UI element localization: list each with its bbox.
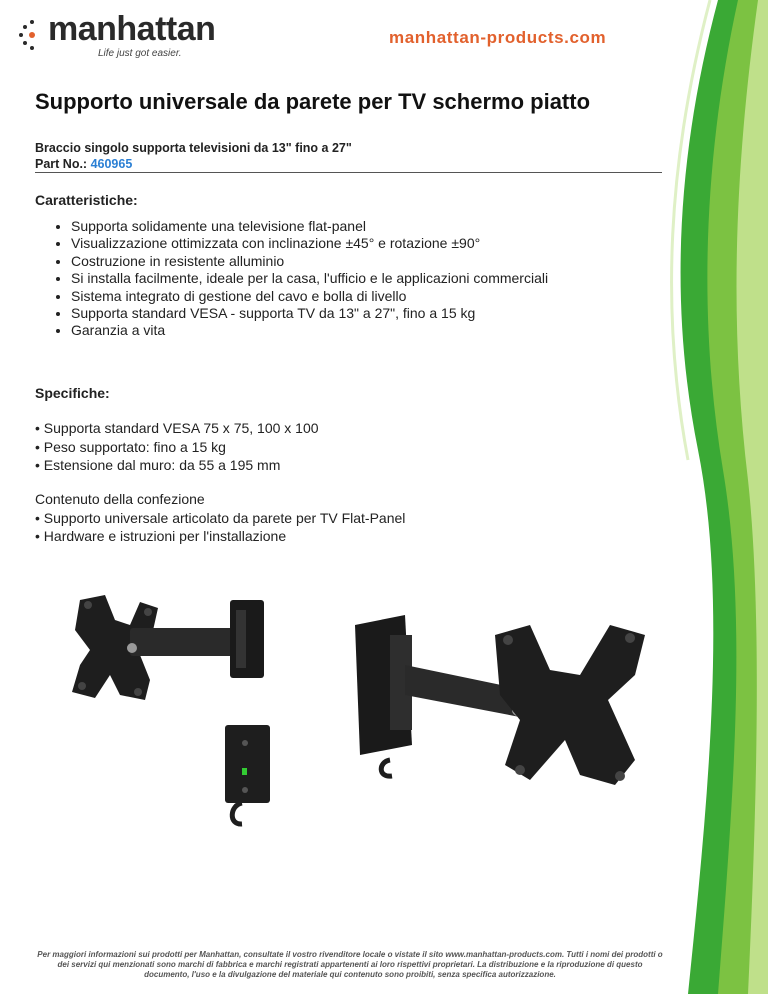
list-item: • Garanzia a vita	[71, 322, 548, 339]
wall-plate-small	[225, 725, 270, 824]
part-number-value: 460965	[90, 157, 133, 171]
features-list	[35, 218, 548, 340]
site-url[interactable]: manhattan-products.com	[389, 28, 607, 47]
wall-bracket-left	[230, 600, 264, 678]
logo-dots-icon	[18, 18, 46, 52]
specs-list	[35, 419, 319, 475]
package-contents	[35, 490, 405, 546]
wall-bracket-right	[355, 615, 412, 776]
list-item: • Supporta standard VESA 75 x 75, 100 x 100	[35, 420, 319, 436]
specs-heading: Specifiche:	[35, 385, 110, 401]
vesa-plate-right	[495, 625, 645, 785]
manhattan-logo	[18, 10, 233, 60]
list-item: • Supporta solidamente una televisione flat-panel	[71, 218, 548, 235]
list-item: • Supporta standard VESA - supporta TV da 13" a 27", fino a 15 kg	[71, 305, 548, 322]
arm-left	[130, 628, 240, 656]
list-item: • Si installa facilmente, ideale per la casa, l'ufficio e le applicazioni commerciali	[71, 270, 548, 287]
list-item: • Hardware e istruzioni per l'installazione	[35, 528, 287, 544]
page-title: Supporto universale da parete per TV schermo piatto	[35, 89, 591, 114]
logo-tagline: Life just got easier.	[98, 48, 182, 59]
footer-disclaimer: Per maggiori informazioni sui prodotti per Manhattan, consultate il vostro rivenditore locale o vistate il sito www.manhattan-products.com. Tutti i nomi dei prodotti o dei servizi qui menzionati sono marchi di fabbrica e marchi registrati appartenenti ai loro rispettivi proprietari. La distribuzione e la riproduzione di questo documento, l'uso e la divulgazione del materiale qui contenuto sono proibiti, senza specifica autorizzazione.	[37, 950, 663, 979]
part-number-label: Part No.:	[35, 157, 88, 171]
subtitle: Braccio singolo supporta televisioni da 13" fino a 27"	[35, 141, 352, 155]
part-number	[35, 157, 132, 171]
list-item: • Peso supportato: fino a 15 kg	[35, 438, 226, 455]
list-item: • Visualizzazione ottimizzata con inclinazione ±45° e rotazione ±90°	[71, 235, 548, 252]
divider	[35, 172, 662, 173]
package-heading: Contenuto della confezione	[35, 491, 205, 507]
logo-wordmark: manhattan	[48, 10, 216, 48]
list-item: • Supporto universale articolato da parete per TV Flat-Panel	[35, 509, 406, 526]
green-swoosh-decoration	[658, 0, 768, 994]
features-heading: Caratteristiche:	[35, 192, 138, 208]
list-item: • Estensione dal muro: da 55 a 195 mm	[35, 457, 281, 473]
list-item: • Costruzione in resistente alluminio	[71, 253, 548, 270]
list-item: • Sistema integrato di gestione del cavo e bolla di livello	[71, 288, 548, 305]
product-images	[60, 580, 660, 840]
